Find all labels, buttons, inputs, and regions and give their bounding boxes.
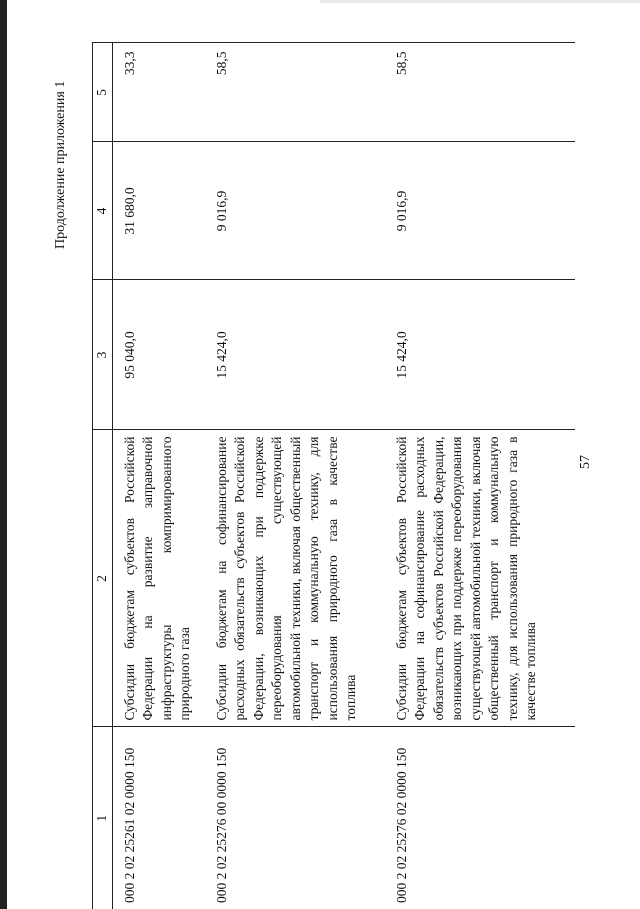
amount-cell: 15 424,0	[385, 280, 575, 430]
budget-code-cell: 000 2 02 25276 00 0000 150	[205, 727, 385, 909]
description-cell: Субсидии бюджетам субъектов Российской Федерации на развитие заправочной инфраструктуры компримированного природного газа	[112, 430, 205, 727]
col-header-3: 3	[93, 280, 113, 430]
appendix-caption: Продолжение приложения 1	[53, 80, 68, 249]
col-header-2: 2	[93, 430, 113, 727]
percent-cell: 33,3	[112, 43, 205, 142]
page-number: 57	[578, 455, 593, 469]
col-header-1: 1	[93, 727, 113, 909]
col-header-4: 4	[93, 142, 113, 280]
budget-code-cell: 000 2 02 25261 02 0000 150	[112, 727, 205, 909]
amount-cell: 15 424,0	[205, 280, 385, 430]
amount-cell: 9 016,9	[385, 142, 575, 280]
col-header-5: 5	[93, 43, 113, 142]
table-row	[112, 43, 205, 909]
table-row	[385, 43, 575, 909]
amount-cell: 9 016,9	[205, 142, 385, 280]
description-cell: Субсидии бюджетам на софинансирование расходных обязательств субъектов Российской Федерации, возникающих при поддержке переоборудования существующей автомобильной техники, включая общественный транспорт и коммунальную технику, для использования природного газа в качестве топлива	[205, 430, 385, 727]
header-row	[93, 43, 113, 909]
percent-cell: 58,5	[205, 43, 385, 142]
description-cell: Субсидии бюджетам субъектов Российской Федерации на софинансирование расходных обязательств субъектов Российской Федерации, возникающих при поддержке переоборудования существующей автомобильной техники, включая общественный транспорт и коммунальную технику, для использования природного газа в качестве топлива	[385, 430, 575, 727]
percent-cell: 58,5	[385, 43, 575, 142]
budget-table	[92, 43, 575, 909]
table-row	[205, 43, 385, 909]
budget-code-cell: 000 2 02 25276 02 0000 150	[385, 727, 575, 909]
amount-cell: 31 680,0	[112, 142, 205, 280]
amount-cell: 95 040,0	[112, 280, 205, 430]
